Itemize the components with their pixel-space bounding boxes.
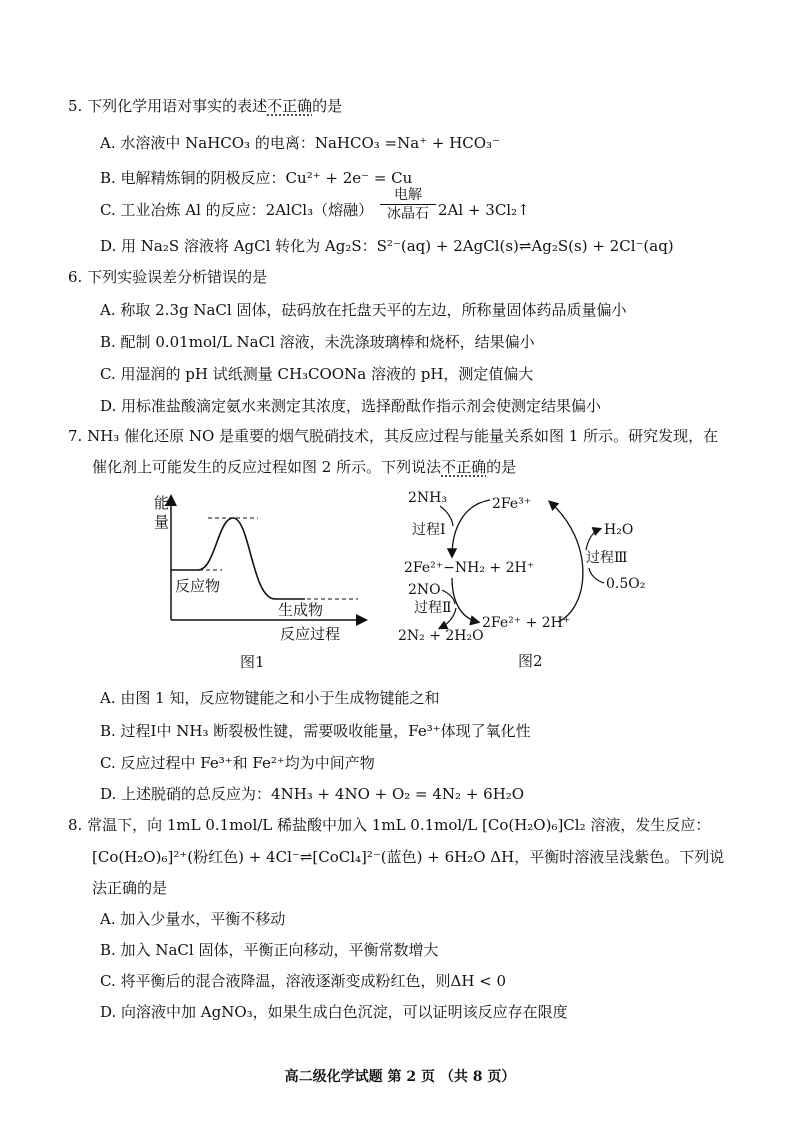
q6-option-d: D. 用标准盐酸滴定氨水来测定其浓度，选择酚酞作指示剂会使测定结果偏小 xyxy=(100,397,602,415)
fig2-products: 2N₂ + 2H₂O xyxy=(398,628,484,644)
q7-stem-line2 xyxy=(92,457,516,477)
fig2-fe3: 2Fe³⁺ xyxy=(492,496,532,512)
fig2-arrow-fe2-to-fe3 xyxy=(550,502,583,622)
q7-option-d: D. 上述脱硝的总反应为：4NH₃ + 4NO + O₂ = 4N₂ + 6H₂O xyxy=(100,785,525,803)
fig2-o2: 0.5O₂ xyxy=(606,576,646,592)
q7-stem-suffix: 的是 xyxy=(486,458,517,476)
q7-option-b: B. 过程Ⅰ中 NH₃ 断裂极性键，需要吸收能量，Fe³⁺体现了氧化性 xyxy=(100,722,531,740)
q5-condition-bottom: 冰晶石 xyxy=(387,206,429,222)
fig2-arrow-fe3-to-intermediate xyxy=(452,500,490,556)
q5-stem-emphasis: 不正确 xyxy=(267,97,313,115)
fig2-fe2: 2Fe²⁺ + 2H⁺ xyxy=(482,615,571,631)
q6-option-a: A. 称取 2.3g NaCl 固体，砝码放在托盘天平的左边，所称量固体药品质量偏小 xyxy=(100,301,627,319)
q6-option-b: B. 配制 0.01mol/L NaCl 溶液，未洗涤玻璃棒和烧杯，结果偏小 xyxy=(100,333,535,351)
fig2-caption: 图2 xyxy=(518,652,543,670)
fig2-h2o: H₂O xyxy=(604,522,634,538)
fig2-intermediate: 2Fe²⁺−NH₂ + 2H⁺ xyxy=(404,560,535,576)
q5-option-b: B. 电解精炼铜的阴极反应：Cu²⁺ + 2e⁻ = Cu xyxy=(100,169,413,187)
q6-option-c: C. 用湿润的 pH 试纸测量 CH₃COONa 溶液的 pH，测定值偏大 xyxy=(100,365,534,383)
q8-option-d: D. 向溶液中加 AgNO₃，如果生成白色沉淀，可以证明该反应存在限度 xyxy=(100,1003,568,1021)
q8-stem-line1: 8. 常温下，向 1mL 0.1mol/L 稀盐酸中加入 1mL 0.1mol/L [Co(H₂O)₆]Cl₂ 溶液，发生反应： xyxy=(68,816,711,834)
q5-stem-prefix: 5. 下列化学用语对事实的表述 xyxy=(68,97,268,115)
q5-option-c-condition xyxy=(380,186,436,223)
fig1-caption: 图1 xyxy=(240,653,265,671)
q8-stem-line3: 法正确的是 xyxy=(92,879,168,897)
fig2-nh3: 2NH₃ xyxy=(408,490,447,506)
fig2-arrow-o2-in xyxy=(589,568,604,583)
q7-stem-line1: 7. NH₃ 催化还原 NO 是重要的烟气脱硝技术，其反应过程与能量关系如图 1 所示。研究发现，在 xyxy=(68,427,719,445)
fig1-ylabel-top: 能 xyxy=(154,494,170,512)
q8-option-b: B. 加入 NaCl 固体，平衡正向移动，平衡常数增大 xyxy=(100,941,439,959)
q5-option-a: A. 水溶液中 NaHCO₃ 的电离：NaHCO₃ =Na⁺ + HCO₃⁻ xyxy=(100,134,500,152)
q7-option-c: C. 反应过程中 Fe³⁺和 Fe²⁺均为中间产物 xyxy=(100,754,375,772)
q8-stem-line2: [Co(H₂O)₆]²⁺(粉红色) + 4Cl⁻⇌[CoCl₄]²⁻(蓝色) + 6H₂O ΔH，平衡时溶液呈浅紫色。下列说 xyxy=(92,848,725,866)
q5-condition-top: 电解 xyxy=(380,186,436,205)
q5-option-c-prefix: C. 工业冶炼 Al 的反应：2AlCl₃（熔融） xyxy=(100,201,374,219)
q6-stem: 6. 下列实验误差分析错误的是 xyxy=(68,268,268,286)
fig2-no: 2NO xyxy=(408,582,441,598)
figure-1-energy-diagram xyxy=(140,485,380,675)
fig1-ylabel-bottom: 量 xyxy=(154,513,170,531)
q7-stem-prefix: 催化剂上可能发生的反应过程如图 2 所示。下列说法 xyxy=(92,458,442,476)
q5-option-c-suffix: 2Al + 3Cl₂↑ xyxy=(438,201,530,219)
q5-option-d: D. 用 Na₂S 溶液将 AgCl 转化为 Ag₂S：S²⁻(aq) + 2AgCl(s)⇌Ag₂S(s) + 2Cl⁻(aq) xyxy=(100,237,674,255)
q8-option-a: A. 加入少量水，平衡不移动 xyxy=(100,910,286,928)
q8-option-c: C. 将平衡后的混合液降温，溶液逐渐变成粉红色，则ΔH < 0 xyxy=(100,972,507,990)
fig2-step2: 过程Ⅱ xyxy=(414,600,452,616)
q5-stem xyxy=(68,96,342,116)
q5-stem-suffix: 的是 xyxy=(312,97,343,115)
q7-option-a: A. 由图 1 知，反应物键能之和小于生成物键能之和 xyxy=(100,689,440,707)
figure-2-catalytic-cycle xyxy=(390,482,690,677)
q7-stem-emphasis: 不正确 xyxy=(441,458,487,476)
fig2-arrow-h2o-out xyxy=(586,529,600,550)
fig2-step3: 过程Ⅲ xyxy=(586,550,628,566)
fig1-reactant-label: 反应物 xyxy=(175,577,221,595)
fig2-step1: 过程Ⅰ xyxy=(412,522,446,538)
fig1-xlabel: 反应过程 xyxy=(280,625,341,643)
fig1-product-label: 生成物 xyxy=(278,601,324,619)
fig2-arrow-intermediate-to-fe2 xyxy=(452,578,478,622)
page-footer: 高二级化学试题 第 2 页 （共 8 页） xyxy=(284,1069,516,1085)
